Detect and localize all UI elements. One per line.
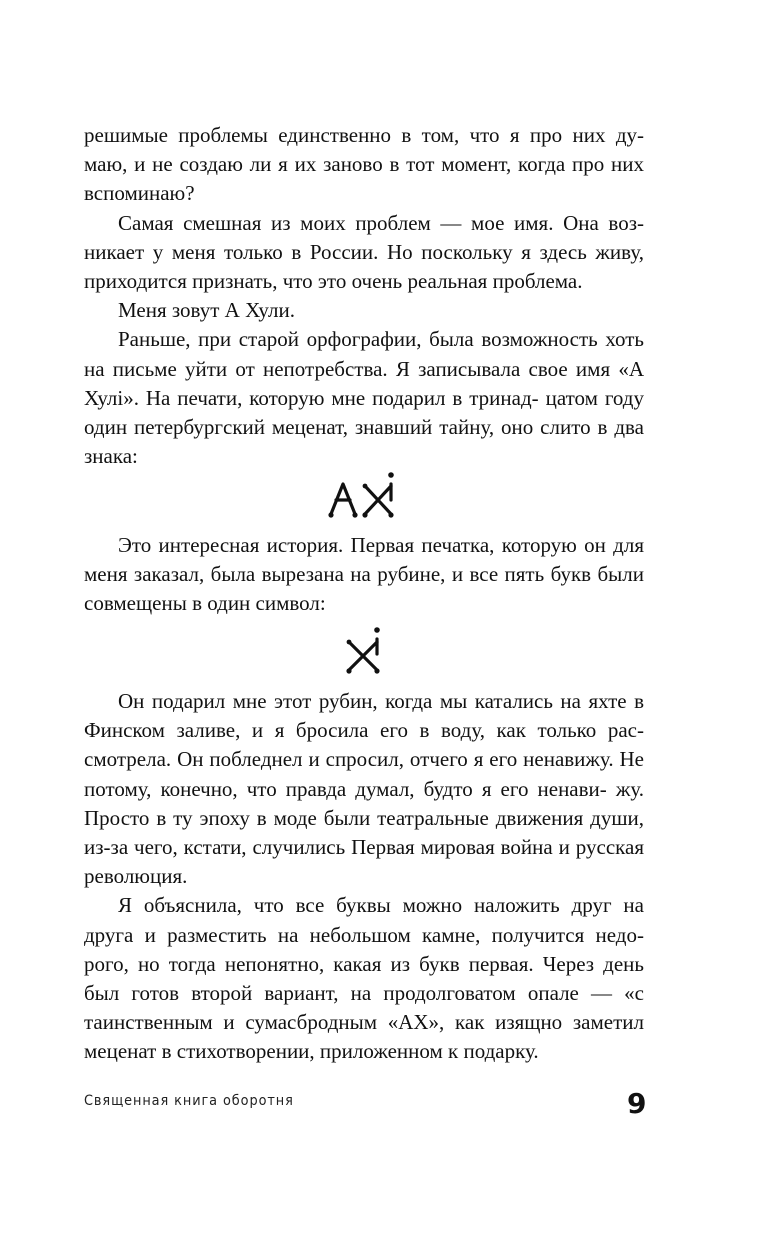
seal-ax-icon <box>325 470 405 522</box>
paragraph-yacht <box>84 687 644 891</box>
text-line: Раньше, при старой орфографии, была возможность <box>118 327 598 352</box>
text-line: жу. Просто в ту эпоху в моде были театральные движения <box>84 776 645 830</box>
text-line: Самая смешная из моих проблем — мое имя. Она воз- <box>118 210 644 235</box>
page-number: 9 <box>627 1087 647 1120</box>
text-line: Он подарил мне этот рубин, когда мы катались на яхте <box>118 689 627 713</box>
text-line: хоть на письме уйти от непотребства. Я записывала свое <box>84 327 645 381</box>
text-line: цатом году один петербургский меценат, знавший тайну, <box>84 385 644 440</box>
text-line: никает у меня только в России. Но поскольку я здесь живу, <box>84 239 644 264</box>
seal-x-icon <box>343 626 389 676</box>
text-line: Я объяснила, что все буквы можно наложить друг на <box>118 893 644 918</box>
text-block-top <box>84 121 644 471</box>
text-line: друга и разместить на небольшом камне, получится недо- <box>84 922 644 947</box>
text-line: для меня заказал, была вырезана на рубине, и все пять букв <box>84 533 644 587</box>
paragraph-continuation <box>84 121 644 209</box>
text-line: Это интересная история. Первая печатка, которую он <box>118 533 606 557</box>
text-line: решимые проблемы единственно в том, что я про них ду- <box>84 123 644 147</box>
text-block-middle <box>84 531 644 619</box>
text-line: смотрела. Он побледнел и спросил, отчего я его ненавижу. <box>84 747 614 772</box>
text-line: был готов второй вариант, на продолговатом опале — «с <box>84 981 644 1006</box>
text-line: них вспоминаю? <box>84 152 645 206</box>
text-line: и русская революция. <box>84 835 644 889</box>
paragraph-ruby-story <box>84 531 644 619</box>
text-line: имя «А Хулi». На печати, которую мне подарил в тринад- <box>84 356 644 410</box>
text-line: оно слито в два знака: <box>84 415 644 469</box>
text-line: были совмещены в один символ: <box>84 562 645 616</box>
text-line: таинственным и сумасбродным «АХ», как изящно заметил <box>84 1010 644 1035</box>
text-line: приходится признать, что это очень реальная проблема. <box>84 269 583 294</box>
paragraph-name-problem <box>84 209 644 297</box>
text-line: рого, но тогда непонятно, какая из букв первая. Через день <box>84 951 644 976</box>
paragraph-my-name <box>84 296 644 325</box>
text-line: Меня зовут А Хули. <box>118 298 295 323</box>
text-block-bottom <box>84 687 644 1067</box>
paragraph-old-orthography <box>84 325 644 471</box>
text-line: меценат в стихотворении, приложенном к подарку. <box>84 1039 539 1064</box>
running-footer-title: Священная книга оборотня <box>84 1093 294 1109</box>
text-line: души, из-за чего, кстати, случились Первая мировая война <box>84 805 644 860</box>
paragraph-opal <box>84 891 644 1066</box>
text-line: в Финском заливе, и я бросила его в воду, как только рас- <box>84 689 644 743</box>
text-line: Не потому, конечно, что правда думал, будто я его ненави- <box>84 747 645 801</box>
text-line: маю, и не создаю ли я их заново в тот момент, когда про <box>84 152 605 177</box>
